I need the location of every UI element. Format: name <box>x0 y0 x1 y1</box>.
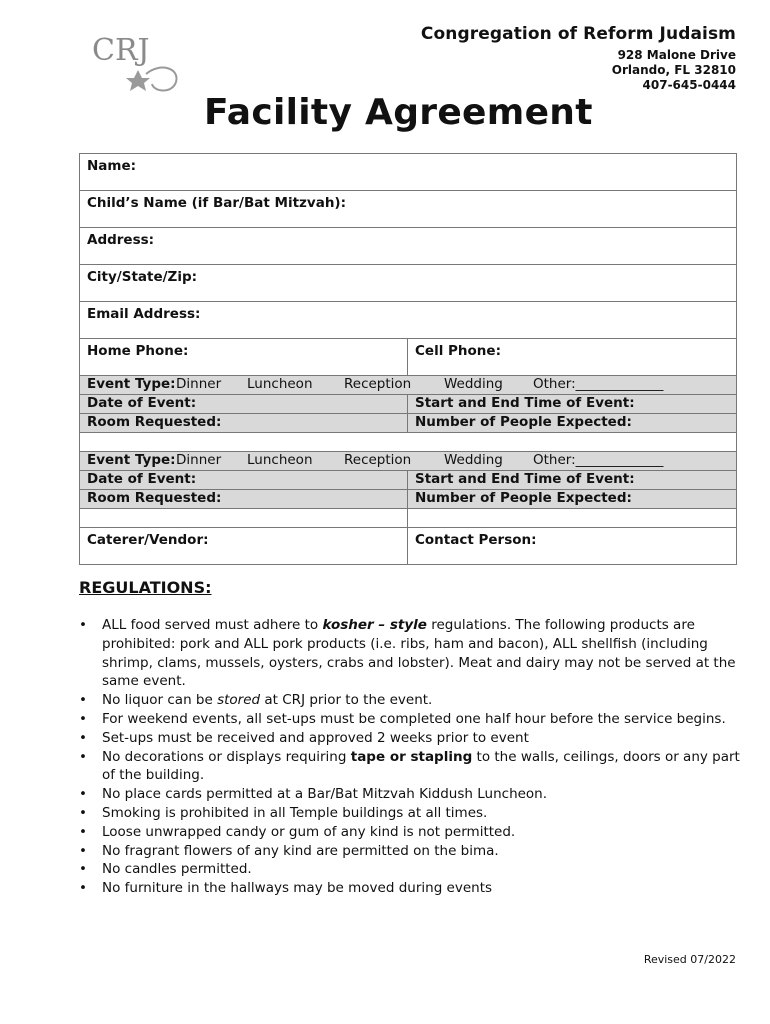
list-item: • No place cards permitted at a Bar/Bat Mitzvah Kiddush Luncheon. <box>79 786 548 803</box>
address-field[interactable]: Address: <box>80 228 737 265</box>
date-of-event-field[interactable]: Date of Event: <box>80 471 408 490</box>
cell-phone-field[interactable]: Cell Phone: <box>408 339 737 376</box>
org-name: Congregation of Reform Judaism <box>420 24 736 44</box>
option-luncheon[interactable]: Luncheon <box>247 376 313 392</box>
home-phone-field[interactable]: Home Phone: <box>80 339 408 376</box>
page-title: Facility Agreement <box>204 92 593 133</box>
spacer-cell <box>408 509 737 528</box>
option-dinner[interactable]: Dinner <box>176 376 222 392</box>
crj-logo <box>88 26 188 96</box>
list-item: • For weekend events, all set-ups must be completed one half hour before the service begins. <box>79 710 726 727</box>
list-item: • No furniture in the hallways may be moved during events <box>79 880 493 897</box>
caterer-vendor-field[interactable]: Caterer/Vendor: <box>80 528 408 565</box>
people-expected-field[interactable]: Number of People Expected: <box>408 490 737 509</box>
logo-swoosh <box>146 68 177 91</box>
event-type-label: Event Type: <box>87 452 176 468</box>
room-requested-field[interactable]: Room Requested: <box>80 414 408 433</box>
option-luncheon[interactable]: Luncheon <box>247 452 313 468</box>
spacer-row <box>80 433 737 452</box>
spacer-cell <box>80 509 408 528</box>
org-address-line2: Orlando, FL 32810 <box>611 63 736 77</box>
email-field[interactable]: Email Address: <box>80 302 737 339</box>
list-item: • No fragrant flowers of any kind are permitted on the bima. <box>79 842 499 859</box>
date-of-event-field[interactable]: Date of Event: <box>80 395 408 414</box>
room-requested-field[interactable]: Room Requested: <box>80 490 408 509</box>
list-item: • No decorations or displays requiring tape or stapling to the walls, ceilings, doors or any part of the building. <box>79 748 740 784</box>
list-item: • Loose unwrapped candy or gum of any kind is not permitted. <box>79 823 516 840</box>
option-dinner[interactable]: Dinner <box>176 452 222 468</box>
child-name-field[interactable]: Child’s Name (if Bar/Bat Mitzvah): <box>80 191 737 228</box>
organization-info <box>421 24 736 93</box>
facility-form <box>79 153 737 565</box>
event-type-row-1[interactable] <box>80 376 737 395</box>
start-end-time-field[interactable]: Start and End Time of Event: <box>408 471 737 490</box>
option-other[interactable]: Other:_____________ <box>533 452 664 468</box>
logo-letters: CRJ <box>92 33 150 68</box>
list-item: • No liquor can be stored at CRJ prior to the event. <box>79 692 433 709</box>
list-item: • Smoking is prohibited in all Temple buildings at all times. <box>79 804 488 821</box>
option-reception[interactable]: Reception <box>344 452 412 468</box>
event-type-label: Event Type: <box>87 376 176 392</box>
revised-date: Revised 07/2022 <box>643 953 736 966</box>
option-other[interactable]: Other:_____________ <box>533 376 664 392</box>
list-item: • Set-ups must be received and approved 2 weeks prior to event <box>79 729 529 746</box>
start-end-time-field[interactable]: Start and End Time of Event: <box>408 395 737 414</box>
contact-person-field[interactable]: Contact Person: <box>408 528 737 565</box>
event-type-row-2[interactable] <box>80 452 737 471</box>
org-phone: 407-645-0444 <box>642 78 736 92</box>
regulations-heading: REGULATIONS: <box>79 578 212 597</box>
name-field[interactable]: Name: <box>80 154 737 191</box>
org-address-line1: 928 Malone Drive <box>617 48 736 62</box>
option-wedding[interactable]: Wedding <box>444 376 503 392</box>
city-state-zip-field[interactable]: City/State/Zip: <box>80 265 737 302</box>
people-expected-field[interactable]: Number of People Expected: <box>408 414 737 433</box>
list-item: • ALL food served must adhere to kosher – style regulations. The following products are prohibited: pork and ALL pork products (i.e. ribs, ham and bacon), ALL shellfish (including shrimp, clams, mussels, oysters, crabs and lobster). Meat and dairy may not be served at the same event. <box>79 617 736 690</box>
list-item: • No candles permitted. <box>79 861 252 878</box>
option-wedding[interactable]: Wedding <box>444 452 503 468</box>
regulations-list <box>79 616 744 898</box>
option-reception[interactable]: Reception <box>344 376 412 392</box>
